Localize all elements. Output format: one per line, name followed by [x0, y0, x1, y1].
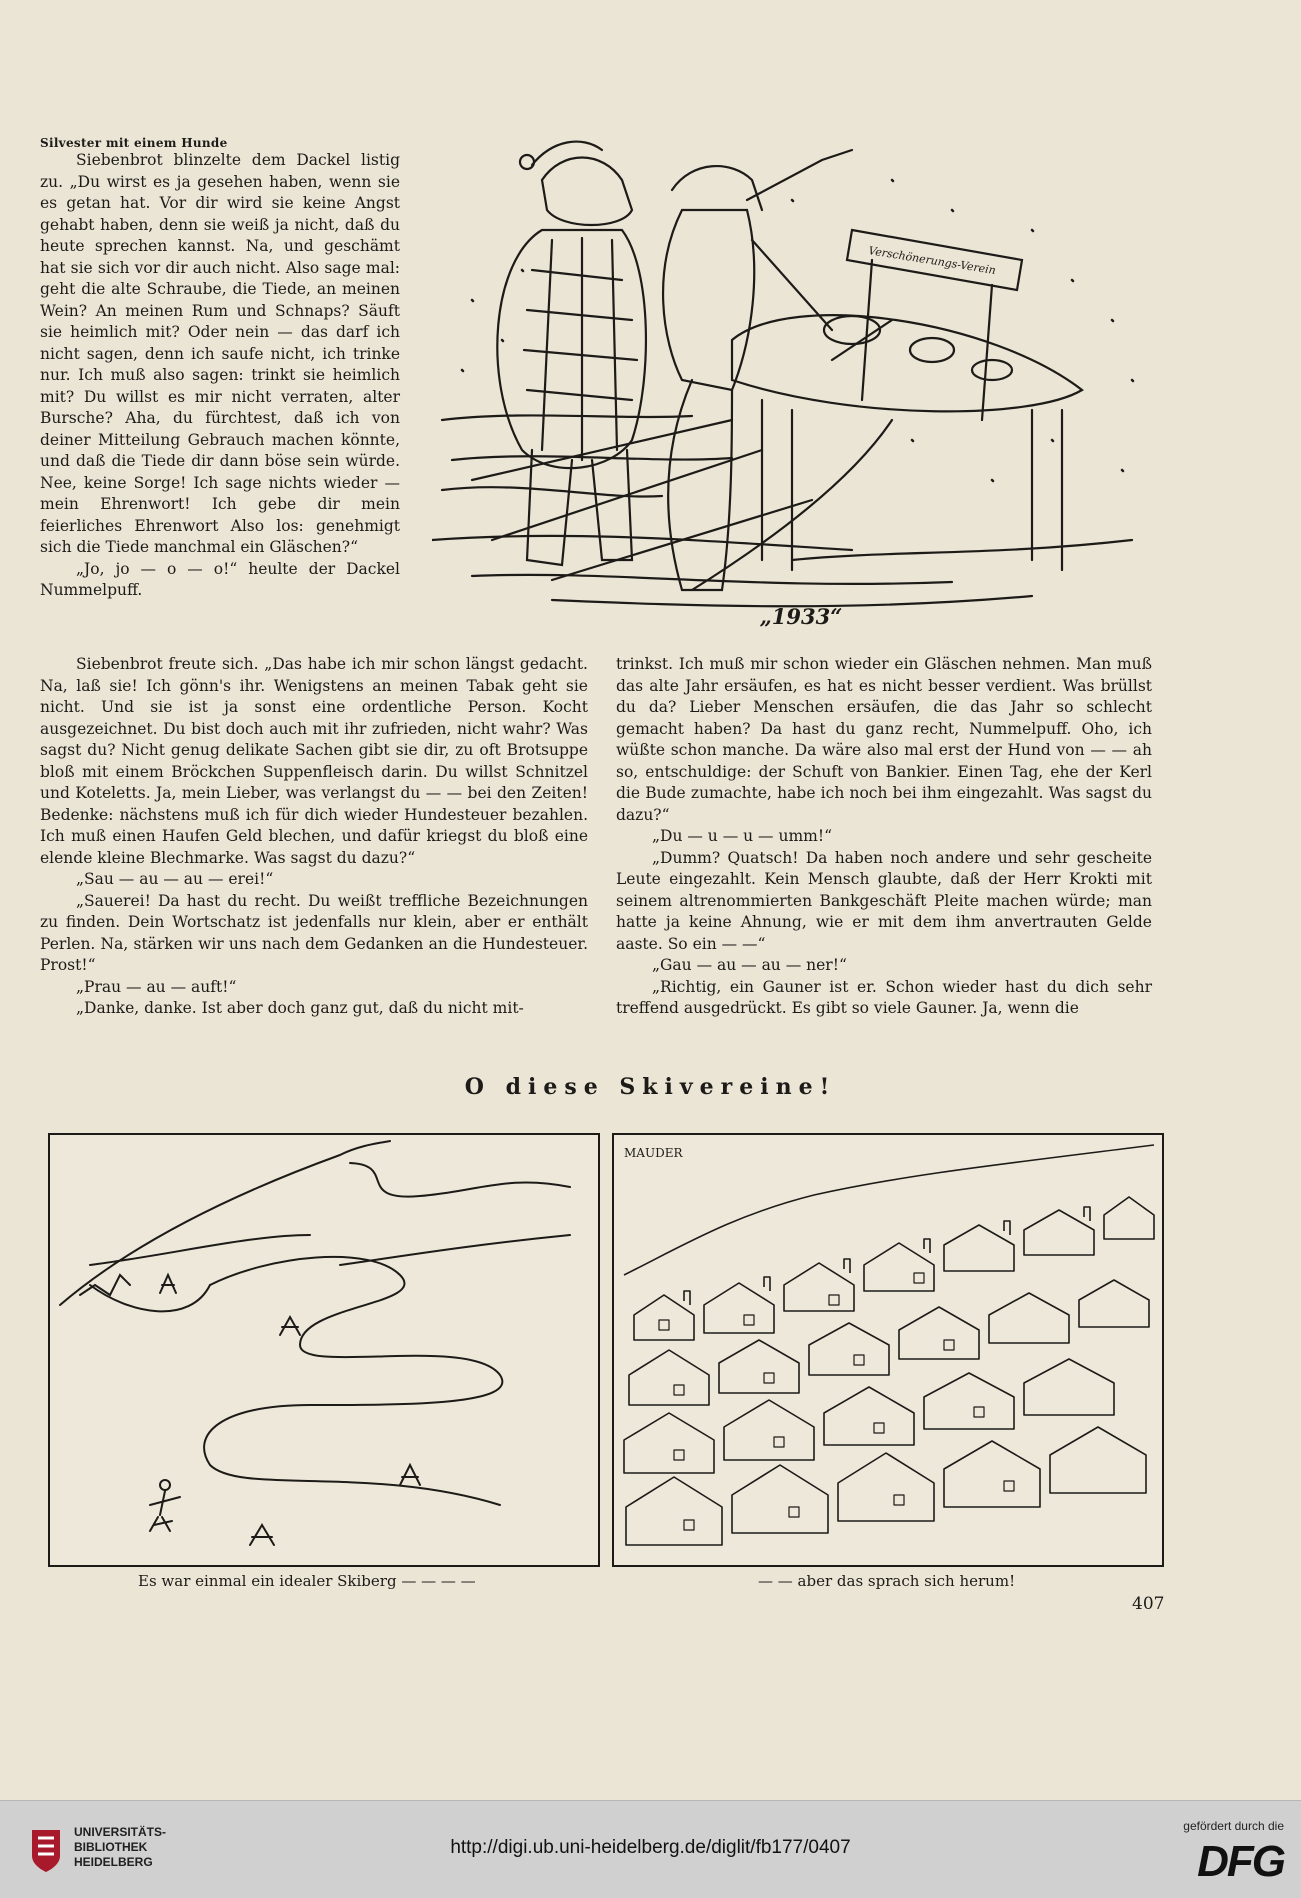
cartoon-panel-crowded-ski-hill	[612, 1133, 1164, 1567]
text-column-right	[616, 654, 1152, 1020]
paragraph: „Richtig, ein Gauner ist er. Schon wieder hast du dich sehr treffend ausgedrückt. Es gibt so viele Gauner. Ja, wenn die	[616, 977, 1152, 1017]
paragraph: trinkst. Ich muß mir schon wieder ein Gläschen nehmen. Man muß das alte Jahr ersäufen, es hat es nicht besser verdient. Was brüllst du da? Lieber Menschen ersäufen, die das Jahr so schlecht gemacht haben? Da hast du ganz recht, Nummelpuff. Oho, ich wüßte schon manche. Da wäre also mal erst der Hund von — — ah so, entschuldige: der Schuft von Bankier. Einen Tag, ehe der Kerl die Bude zumachte, habe ich noch bei ihm eingezahlt. Was sagst du dazu?“	[616, 655, 1152, 824]
ski-run-curve	[204, 1257, 502, 1505]
mountain-peaks	[80, 1275, 130, 1295]
library-line: HEIDELBERG	[74, 1855, 153, 1869]
tree-2	[280, 1317, 300, 1335]
paragraph: Siebenbrot freute sich. „Das habe ich mir schon längst gedacht. Na, laß sie! Ich gönn's ihr. Wenigstens an meinen Tabak geht sie nicht. Und sie ist ja sonst eine ordentliche Person. Kocht ausgezeichnet. Du bist doch auch mit ihr zufrieden, nicht wahr? Was sagst du? Nicht genug delikate Sachen gibt sie dir, zu oft Brotsuppe bloß mit einem Bröckchen Suppenfleisch darin. Du willst Schnitzel und Koteletts. Ja, mein Lieber, was verlangst du — — bei den Zeiten! Bedenke: nächstens muß ich für dich wieder Hundesteuer bezahlen. Ich muß einen Haufen Geld blechen, und dafür kriegst du bloß eine elende kleine Blechmarke. Was sagst du dazu?“	[40, 655, 588, 867]
sign-text: Verschönerungs-Verein	[867, 244, 997, 278]
left-cartoon-caption: Es war einmal ein idealer Skiberg — — — —	[138, 1572, 476, 1590]
paragraph: „Sauerei! Da hast du recht. Du weißt treffliche Bezeichnungen zu finden. Dein Wortschatz ist jedenfalls nur klein, aber er enthält Perlen. Na, stärken wir uns nach dem Gedanken an die Hundesteuer. Prost!“	[40, 891, 588, 974]
bench	[732, 315, 1082, 570]
tree-1	[160, 1275, 176, 1293]
ski-tracks	[472, 420, 892, 590]
huts-row-1	[634, 1197, 1154, 1340]
old-man-figure	[497, 142, 646, 565]
library-line: BIBLIOTHEK	[74, 1840, 148, 1854]
huts-row-3	[624, 1359, 1114, 1473]
huts-row-2	[629, 1280, 1149, 1405]
slope-shadow	[90, 1285, 210, 1311]
snow-ground-lines	[432, 415, 1132, 606]
illustration-1933	[432, 120, 1172, 630]
text-column-left-top	[40, 150, 400, 602]
tree-4	[250, 1525, 274, 1545]
tree-3	[400, 1465, 420, 1485]
paragraph: „Sau — au — au — erei!“	[76, 870, 274, 888]
page-number: 407	[1132, 1594, 1165, 1614]
permalink-url[interactable]: http://digi.ub.uni-heidelberg.de/diglit/fb177/0407	[450, 1837, 851, 1858]
sponsor-note: gefördert durch die	[1183, 1819, 1284, 1833]
paragraph: „Danke, danke. Ist aber doch ganz gut, daß du nicht mit-	[76, 999, 524, 1017]
illustration-caption: „1933“	[759, 604, 843, 629]
paragraph: „Dumm? Quatsch! Da haben noch andere und sehr gescheite Leute eingezahlt. Kein Mensch glaubte, daß der Herr Krokti mit seinem altrenommierten Bankgeschäft Pleite machen würde; man hatte ja keine Ahnung, wie er mit dem ihm anvertrauten Gelde aaste. So ein — —“	[616, 848, 1152, 953]
cartoon-headline: O diese Skivereine!	[464, 1074, 837, 1100]
ridge-line-right	[350, 1163, 570, 1197]
artist-signature: MAUDER	[624, 1146, 683, 1160]
snow-contours	[90, 1235, 570, 1265]
paragraph: Siebenbrot blinzelte dem Dackel listig zu. „Du wirst es ja gesehen haben, wenn sie es getan hat. Vor dir wird sie keine Angst gehabt haben, denn sie weiß ja nicht, daß du heute sprechen kannst. Na, und geschämt hat sie sich vor dir auch nicht. Also sage mal: geht die alte Schraube, die Tiede, an meinen Wein? An meinen Rum und Schnaps? Säuft sie heimlich mit? Oder nein — das darf ich nicht sagen, denn ich saufe nicht, ich trinke nur. Ich muß also sagen: trinkt sie heimlich mit? Du willst es mir nicht verraten, alter Bursche? Aha, du fürchtest, daß ich von deiner Mitteilung Gebrauch machen könnte, und daß die Tiede dir dann böse sein würde. Nee, keine Sorge! Ich sage nichts wieder — mein Ehrenwort! Ich gebe dir mein feierliches Ehrenwort Also los: genehmigt sich die Tiede manchmal ein Gläschen?“	[40, 151, 400, 556]
skier-figure	[150, 1480, 180, 1531]
section-title: Silvester mit einem Hunde	[40, 136, 228, 150]
cartoon-panel-ideal-ski-hill	[48, 1133, 600, 1567]
right-cartoon-caption: — — aber das sprach sich herum!	[758, 1572, 1016, 1590]
digitization-footer	[0, 1800, 1301, 1898]
paragraph: „Du — u — u — umm!“	[652, 827, 832, 845]
hill-ridge	[60, 1141, 390, 1305]
dfg-logo[interactable]: DFG	[1197, 1837, 1284, 1886]
library-line: UNIVERSITÄTS-	[74, 1825, 167, 1839]
paragraph: „Jo, jo — o — o!“ heulte der Dackel Nummelpuff.	[40, 559, 400, 599]
year-1933-figure	[663, 150, 852, 590]
paragraph: „Gau — au — au — ner!“	[652, 956, 847, 974]
paragraph: „Prau — au — auft!“	[76, 977, 237, 996]
text-column-left-bottom	[40, 654, 588, 1020]
